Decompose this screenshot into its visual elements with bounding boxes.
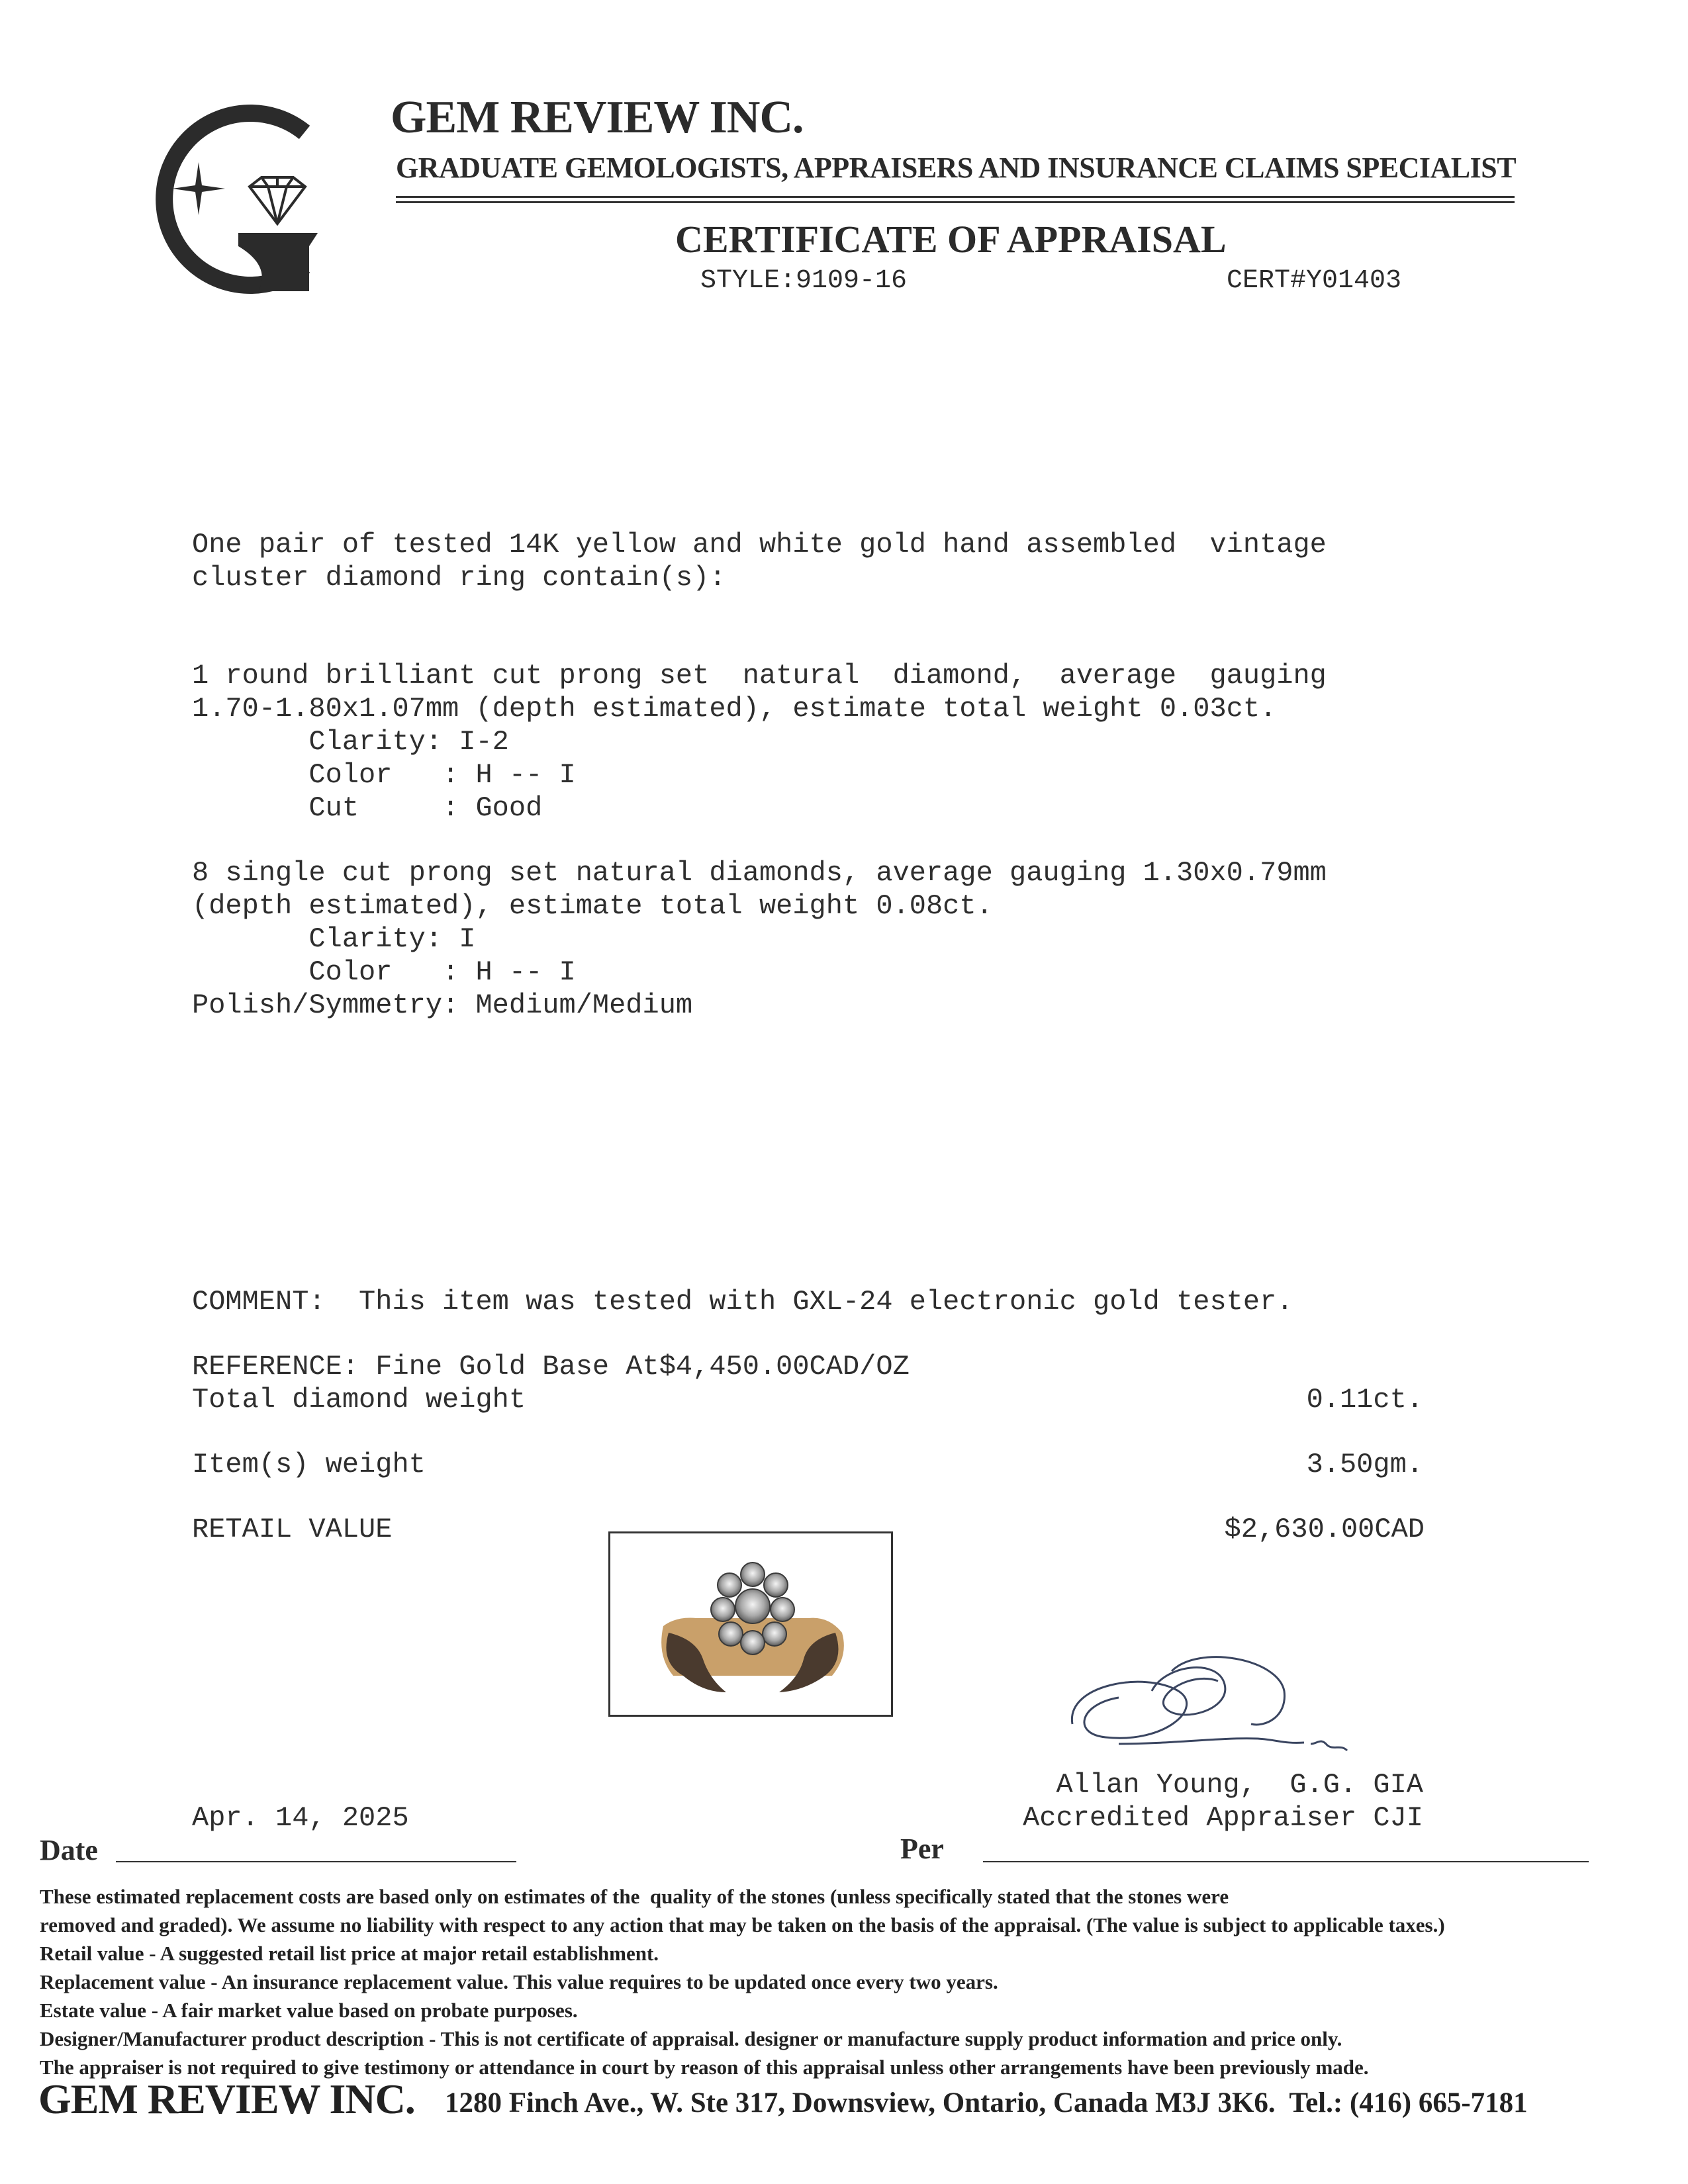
- description-line-2: cluster diamond ring contain(s):: [192, 562, 726, 594]
- certificate-title: CERTIFICATE OF APPRAISAL: [675, 218, 1227, 261]
- disclaimer-line-5: Estate value - A fair market value based on probate purposes.: [40, 1999, 578, 2022]
- date-label: Date: [40, 1834, 98, 1866]
- disclaimer-line-3: Retail value - A suggested retail list price at major retail establishment.: [40, 1942, 659, 1965]
- item-photo-frame: [608, 1531, 893, 1717]
- appraiser-name: Allan Young, G.G. GIA: [1056, 1769, 1423, 1801]
- item-weight-value: 3.50gm.: [1306, 1449, 1423, 1480]
- appraiser-title: Accredited Appraiser CJI: [1023, 1802, 1423, 1834]
- company-name: GEM REVIEW INC.: [391, 92, 804, 143]
- stone-1-clarity: Clarity: I-2: [192, 726, 509, 758]
- retail-value-amount: $2,630.00CAD: [1224, 1514, 1425, 1545]
- footer-company-name: GEM REVIEW INC.: [38, 2075, 415, 2122]
- header-rule-top: [396, 196, 1515, 198]
- certificate-number: CERT#Y01403: [1227, 266, 1402, 296]
- polish-symmetry: Polish/Symmetry: Medium/Medium: [192, 989, 693, 1021]
- appraiser-signature: [1066, 1645, 1383, 1757]
- stone-2-color: Color : H -- I: [192, 956, 576, 988]
- date-line: [116, 1861, 516, 1862]
- reference: REFERENCE: Fine Gold Base At$4,450.00CAD/OZ: [192, 1351, 910, 1383]
- per-label: Per: [900, 1833, 944, 1865]
- description-line-1: One pair of tested 14K yellow and white gold hand assembled vintage: [192, 529, 1327, 561]
- stone-2-line-2: (depth estimated), estimate total weight 0.08ct.: [192, 890, 993, 922]
- disclaimer-line-6: Designer/Manufacturer product description - This is not certificate of appraisal. designer or manufacture supply product information and price only.: [40, 2027, 1342, 2050]
- ring-photo: [610, 1533, 891, 1715]
- date-value: Apr. 14, 2025: [192, 1802, 409, 1834]
- disclaimer-line-2: removed and graded). We assume no liability with respect to any action that may be taken on the basis of the appraisal. (The value is subject to applicable taxes.): [40, 1913, 1445, 1936]
- total-diamond-weight-label: Total diamond weight: [192, 1384, 526, 1416]
- stone-2-line-1: 8 single cut prong set natural diamonds, average gauging 1.30x0.79mm: [192, 857, 1327, 889]
- disclaimer-line-4: Replacement value - An insurance replacement value. This value requires to be updated once every two years.: [40, 1970, 998, 1993]
- retail-value-label: RETAIL VALUE: [192, 1514, 393, 1545]
- total-diamond-weight-value: 0.11ct.: [1306, 1384, 1423, 1416]
- stone-2-clarity: Clarity: I: [192, 923, 476, 955]
- footer-address: 1280 Finch Ave., W. Ste 317, Downsview, Ontario, Canada M3J 3K6. Tel.: (416) 665-7181: [445, 2087, 1528, 2118]
- disclaimer-line-7: The appraiser is not required to give testimony or attendance in court by reason of this appraisal unless other arrangements have been previously made.: [40, 2056, 1369, 2079]
- company-logo: [136, 93, 334, 304]
- style-number: STYLE:9109-16: [700, 266, 908, 296]
- stone-1-cut: Cut : Good: [192, 792, 543, 824]
- disclaimer-line-1: These estimated replacement costs are based only on estimates of the quality of the stones (unless specifically stated that the stones were: [40, 1885, 1229, 1908]
- comment: COMMENT: This item was tested with GXL-24 electronic gold tester.: [192, 1286, 1293, 1318]
- stone-1-line-2: 1.70-1.80x1.07mm (depth estimated), estimate total weight 0.03ct.: [192, 693, 1277, 725]
- per-line: [983, 1861, 1589, 1862]
- stone-1-color: Color : H -- I: [192, 759, 576, 791]
- stone-1-line-1: 1 round brilliant cut prong set natural diamond, average gauging: [192, 660, 1327, 692]
- item-weight-label: Item(s) weight: [192, 1449, 426, 1480]
- company-tagline: GRADUATE GEMOLOGISTS, APPRAISERS AND INSURANCE CLAIMS SPECIALIST: [396, 152, 1517, 184]
- header-rule-bottom: [396, 201, 1515, 203]
